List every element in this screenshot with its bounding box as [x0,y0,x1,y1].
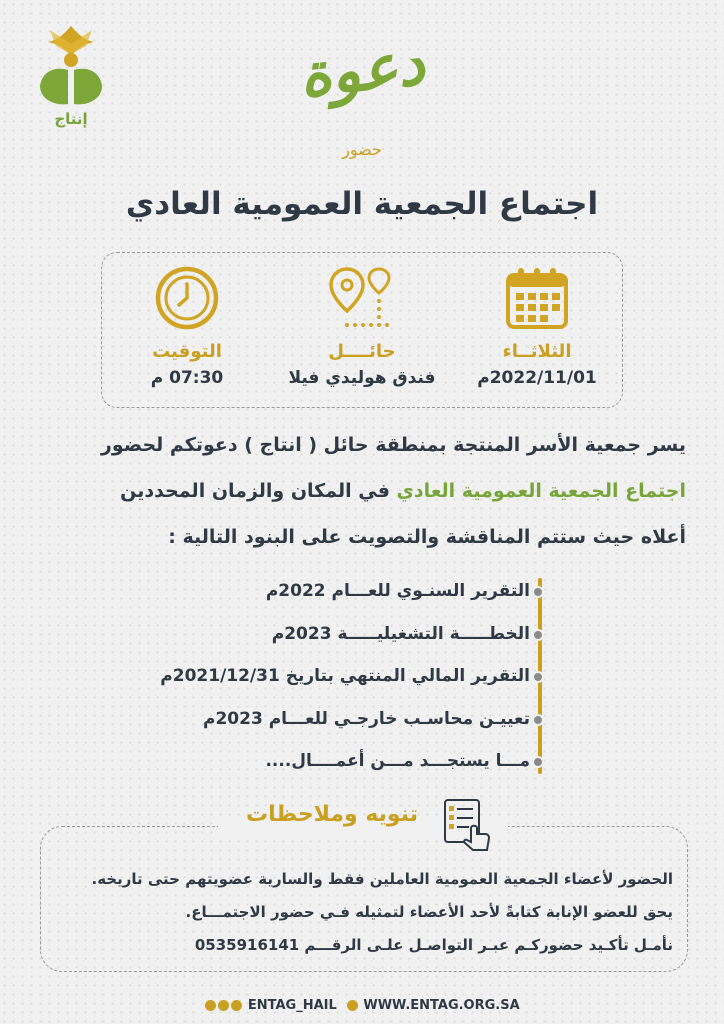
note-item: يحق للعضو الإنابة كتابةً لأحد الأعضاء لتمثيله فـي حضور الاجتمـــاع. [185,903,673,921]
calendar-icon [504,265,570,331]
invitation-line-3: أعلاه حيث ستتم المناقشة والتصويت على البنود التالية : [168,526,686,548]
location-city: حائــــل [328,341,396,362]
invitation-line-2-rest: في المكان والزمان المحددين [120,480,397,502]
invitation-calligraphy: دعوة [296,28,428,112]
invitation-line-1: يسر جمعية الأسر المنتجة بمنطقة حائل ( انتاج ) دعوتكم لحضور [100,434,686,456]
location-venue: فندق هوليدي فيلا [288,368,436,388]
agenda-item: الخطـــــة التشغيليـــــة 2023م [150,613,530,656]
globe-icon [347,1000,358,1011]
snapchat-icon [218,1000,229,1011]
agenda-item: التقرير السنـوي للعـــام 2022م [150,570,530,613]
meeting-name-highlight: اجتماع الجمعية العمومية العادي [396,480,686,502]
notes-list [53,863,673,962]
checklist-hand-icon [441,798,493,852]
notes-icon-wrap [441,798,493,856]
attendance-label: حضور [342,140,382,159]
bullet-dot-icon [532,714,544,726]
time-info [112,265,262,388]
invitation-text [40,422,686,560]
agenda-item: تعييـن محاسـب خارجـي للعـــام 2023م [150,698,530,741]
date-info [462,265,612,388]
twitter-icon [231,1000,242,1011]
footer [0,998,724,1013]
bullet-dot-icon [532,756,544,768]
bullet-dot-icon [532,671,544,683]
time-value: 07:30 م [150,368,224,388]
instagram-icon [205,1000,216,1011]
note-item: الحضور لأعضاء الجمعية العمومية العاملين فقط والسارية عضويتهم حتى تاريخه. [91,870,673,888]
logo [34,20,108,136]
bullet-dot-icon [532,586,544,598]
agenda-list [150,570,530,783]
location-pin-icon [329,265,395,331]
date-value: 2022/11/01م [477,368,597,388]
notes-box [40,826,688,972]
agenda-item: مـــا يستجـــد مـــن أعمــــال.... [150,740,530,783]
note-item: نأمـل تأكـيد حضوركـم عبـر التواصـل علـى الرقـــم 0535916141 [194,936,673,954]
meeting-info-box [101,252,623,408]
page-title: اجتماع الجمعية العمومية العادي [125,186,599,222]
agenda-item: التقرير المالي المنتهي بتاريخ 2021/12/31م [150,655,530,698]
notes-title: تنويه وملاحظات [246,802,418,827]
time-label: التوقيت [152,341,222,362]
location-info [287,265,437,388]
logo-label: إنتاج [54,110,88,128]
leaf-person-logo-icon [34,20,108,110]
website-link[interactable]: WWW.ENTAG.ORG.SA [363,998,520,1013]
date-day: الثلاثــاء [502,341,572,362]
bullet-dot-icon [532,629,544,641]
invitation-line-2 [40,468,686,514]
social-handle[interactable]: ENTAG_HAIL [247,998,337,1013]
clock-icon [154,265,220,331]
